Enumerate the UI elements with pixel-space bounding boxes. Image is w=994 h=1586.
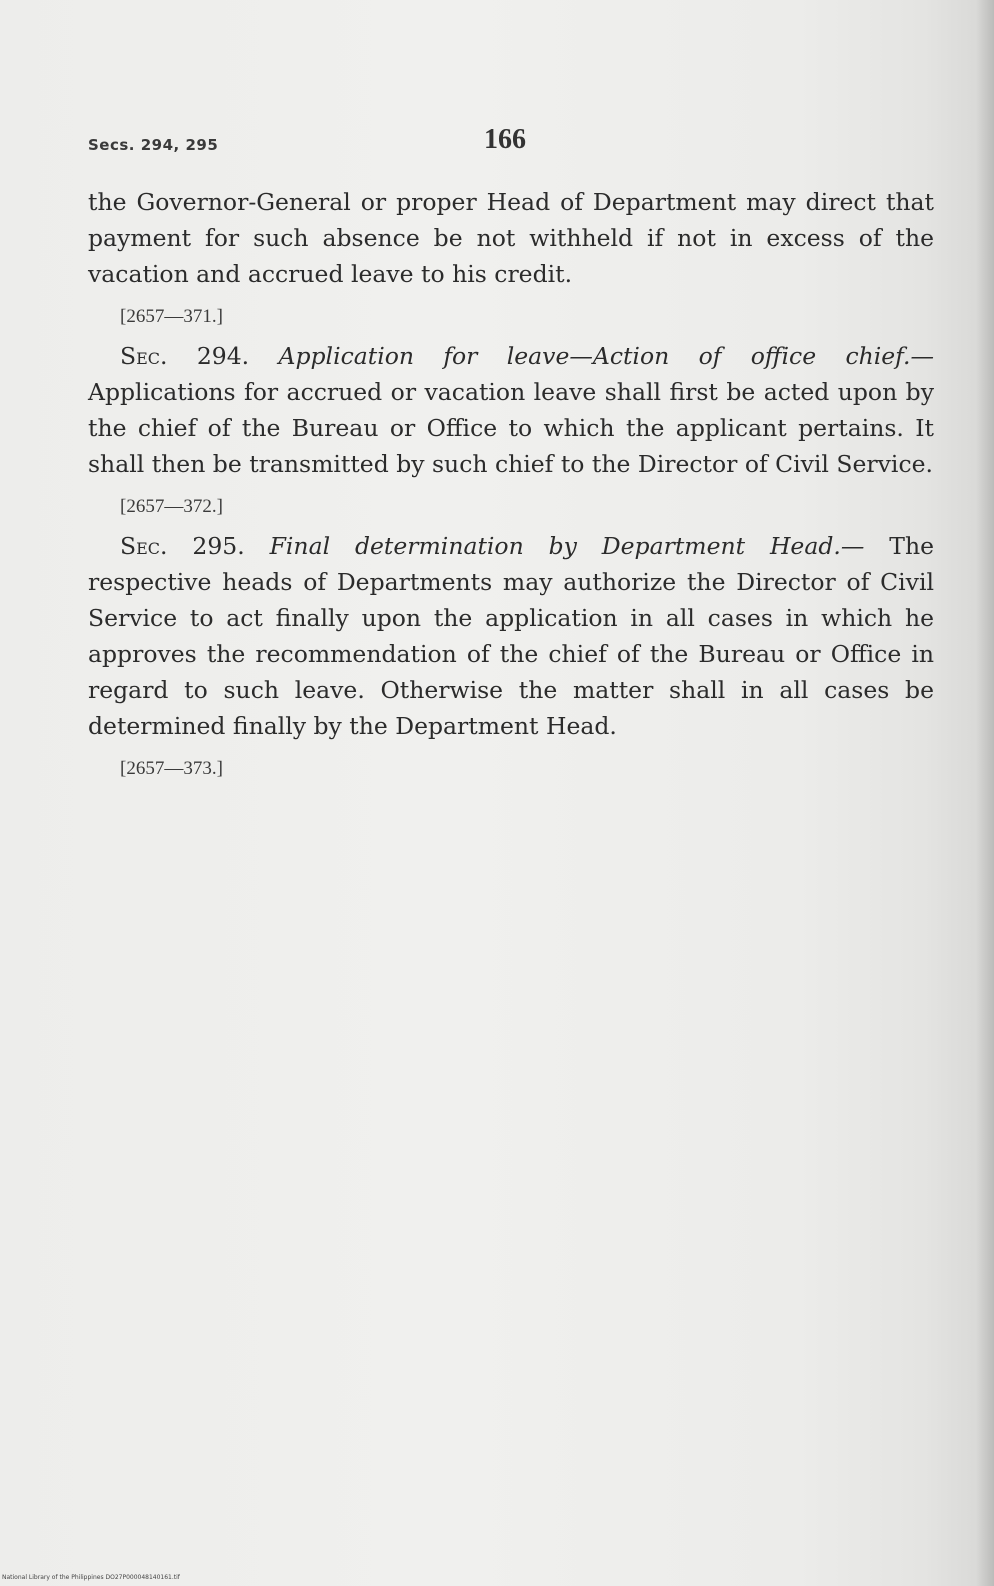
running-head [88, 124, 934, 164]
section-label: Sec. 294. [120, 342, 250, 370]
body-text [88, 184, 934, 790]
section-heading: Application for leave—Action of office chief.— [278, 342, 934, 370]
section-heading: Final determination by Department Head.— [269, 532, 865, 560]
continuation-paragraph: the Governor-General or proper Head of Department may direct that payment for such absence be not withheld if not in excess of the vacation and accrued leave to his credit. [88, 188, 934, 288]
citation: [2657—373.] [120, 758, 223, 779]
section-295 [88, 528, 934, 744]
page-number: 166 [484, 124, 526, 155]
running-head-sections: Secs. 294, 295 [88, 136, 219, 154]
section-text: Applications for accrued or vacation leave shall first be acted upon by the chief of the Bureau or Office to which the applicant pertains. It shall then be transmitted by such chief to the Director of Civil Service. [88, 378, 934, 478]
citation: [2657—371.] [120, 306, 223, 327]
section-294 [88, 338, 934, 482]
section-text: The respective heads of Departments may authorize the Director of Civil Service to act finally upon the application in all cases in which he approves the recommendation of the chief of the Bureau or Office in regard to such leave. Otherwise the matter shall in all cases be determined finally by the Department Head. [88, 532, 934, 740]
page-edge-shadow [976, 0, 994, 1586]
section-label: Sec. 295. [120, 532, 245, 560]
scan-footer: National Library of the Philippines DO27P000048140161.tif [2, 1574, 180, 1581]
citation: [2657—372.] [120, 496, 223, 517]
